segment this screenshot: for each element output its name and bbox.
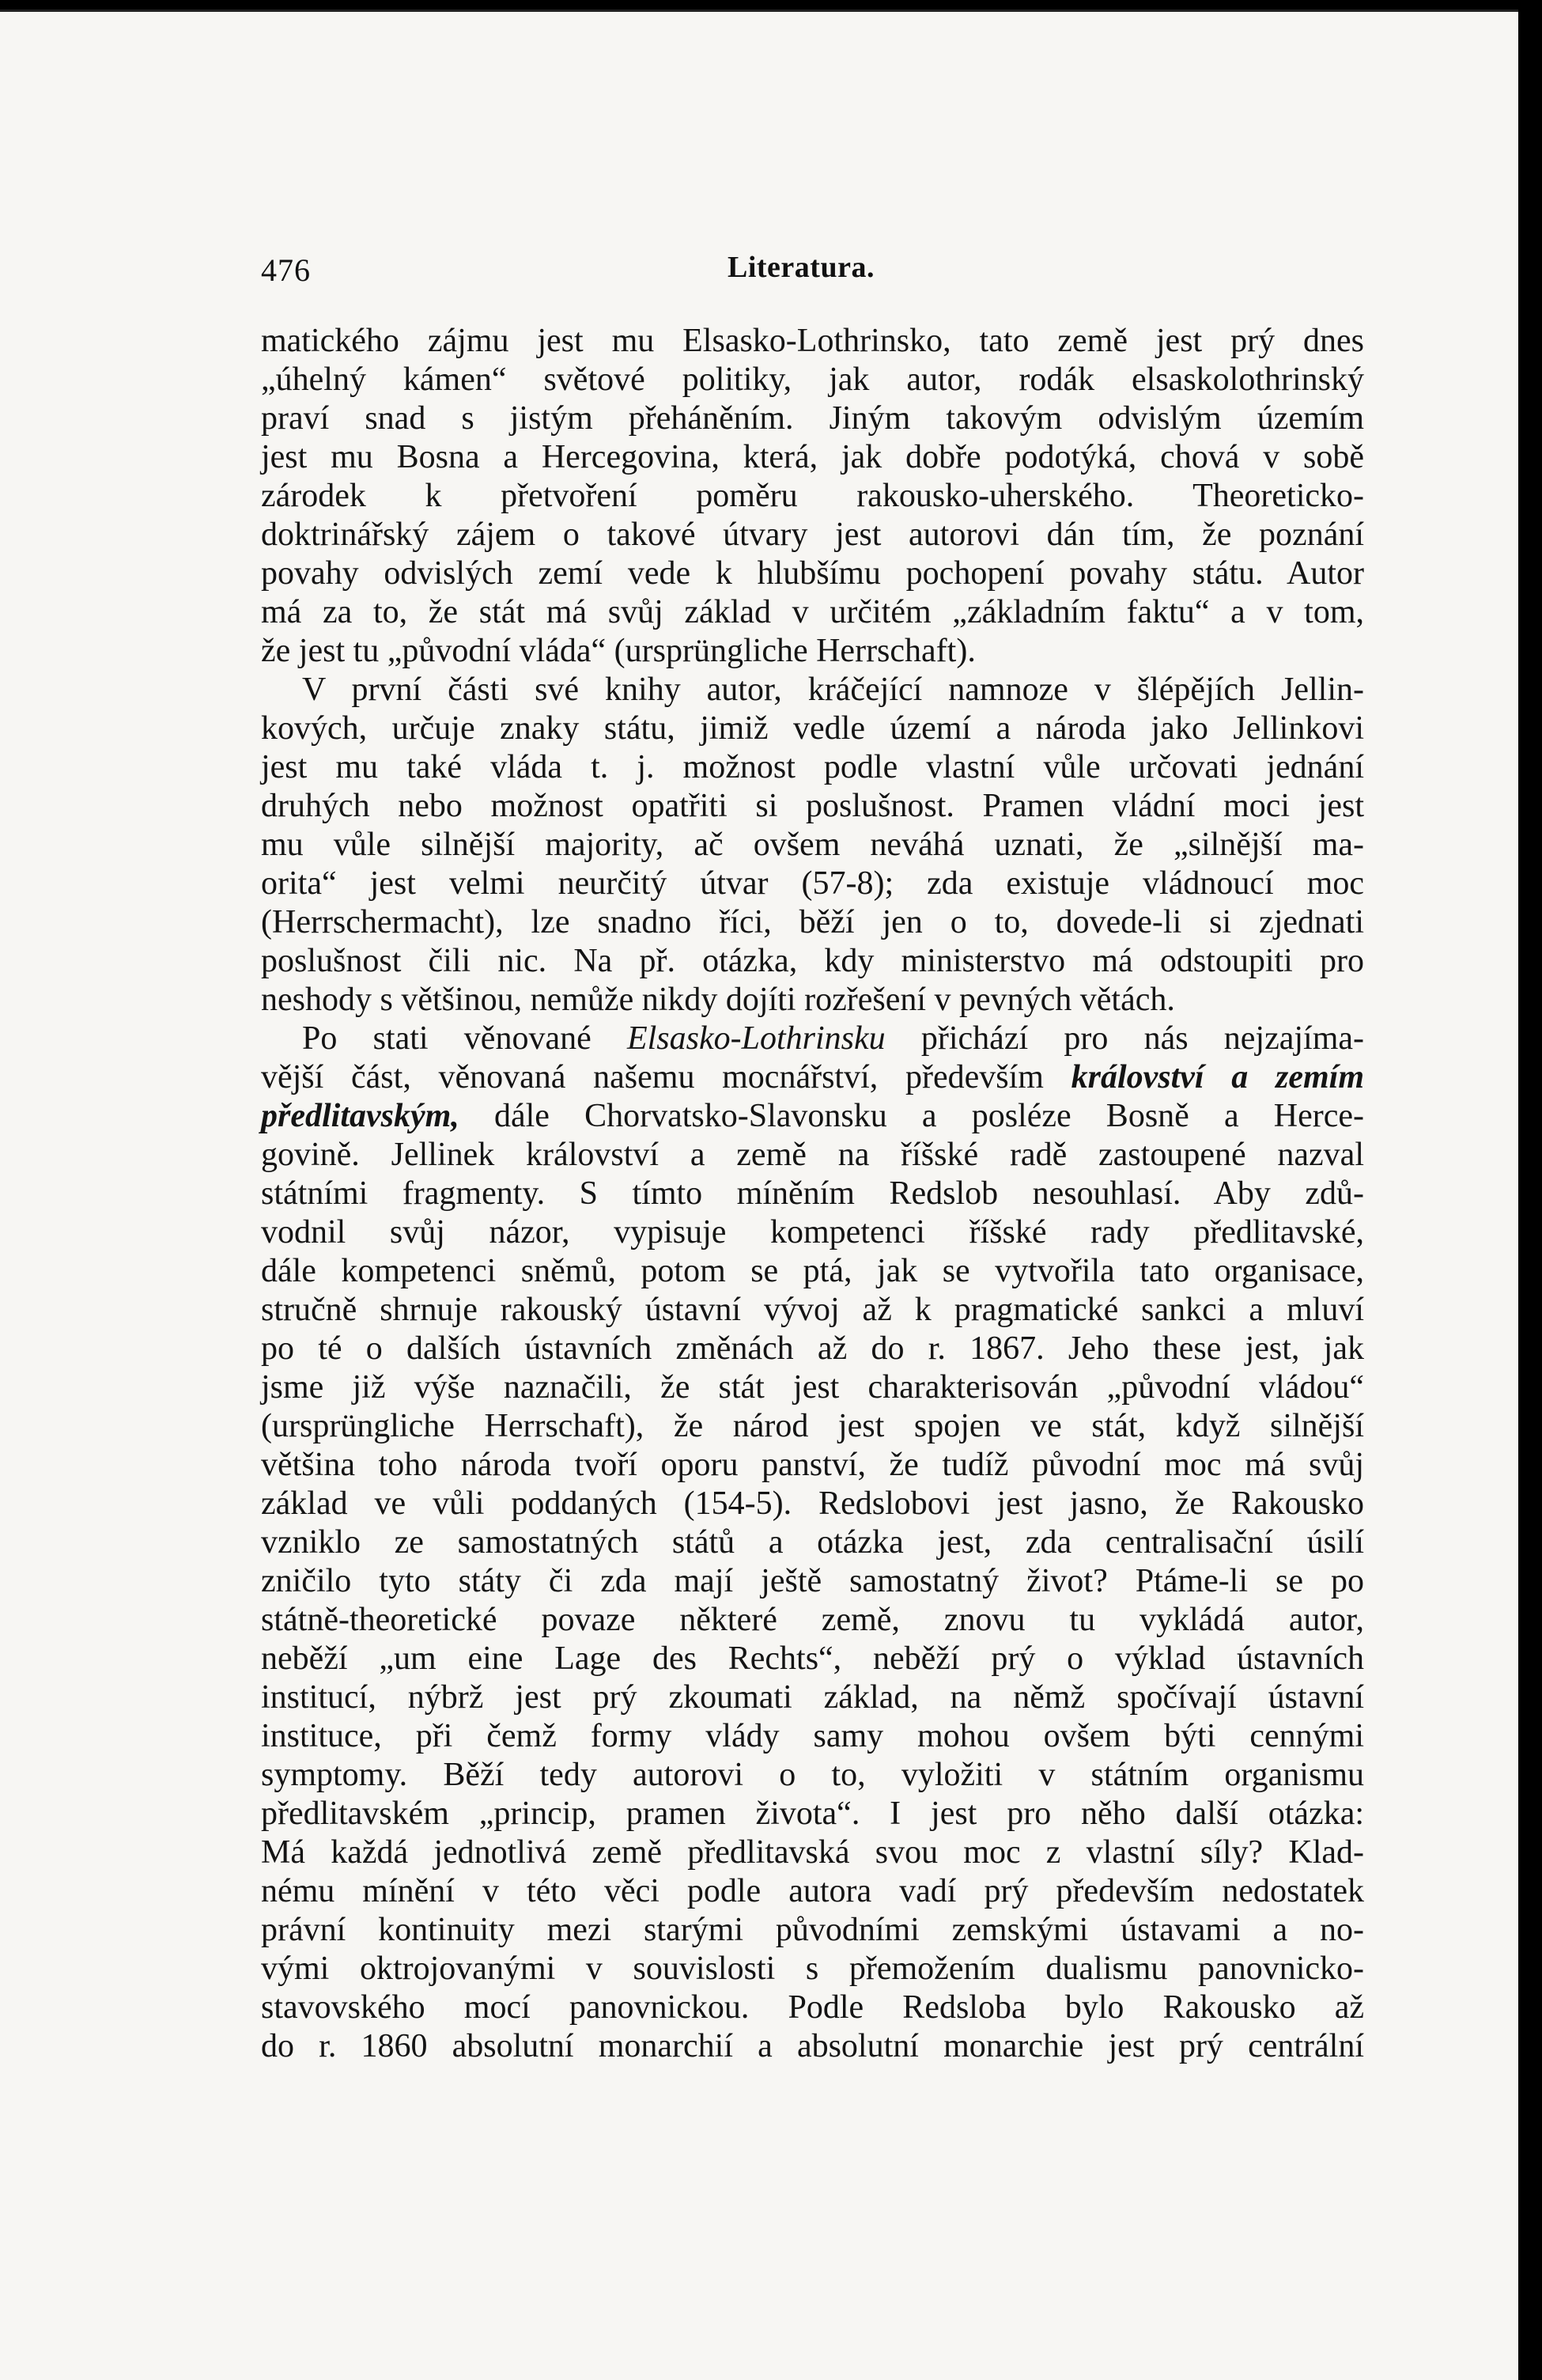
text-line: jsme již výše naznačili, že stát jest charakterisován „původní vládou“	[261, 1369, 1364, 1406]
top-rule	[0, 9, 1518, 12]
text-line: dále kompetenci sněmů, potom se ptá, jak se vytvořila tato organisace,	[261, 1253, 1364, 1289]
text-line: (Herrschermacht), lze snadno říci, běží jen o to, dovede-li si zjednati	[261, 904, 1364, 940]
text-segment: přichází pro nás nejzajíma-	[920, 1020, 1365, 1057]
running-title: Literatura.	[728, 251, 875, 284]
emphasis-kralovstvim-a-zemim: království a zemím	[1071, 1059, 1364, 1095]
text-line: neshody s většinou, nemůže nikdy dojíti rozřešení v pevných větách.	[261, 982, 1175, 1018]
text-line: symptomy. Běží tedy autorovi o to, vyložiti v státním organismu	[261, 1757, 1364, 1793]
book-page	[0, 9, 1518, 2380]
text-line	[261, 1058, 1364, 1097]
text-line: že jest tu „původní vláda“ (ursprüngliche Herrschaft).	[261, 633, 976, 669]
text-line: kových, určuje znaky státu, jimiž vedle území a národa jako Jellinkovi	[261, 710, 1364, 747]
text-line: stavovského mocí panovnickou. Podle Redsloba bylo Rakousko až	[261, 1989, 1364, 2026]
text-line: zničilo tyto státy či zda mají ještě samostatný život? Ptáme-li se po	[261, 1563, 1364, 1599]
text-line: státními fragmenty. S tímto míněním Redslob nesouhlasí. Aby zdů-	[261, 1175, 1364, 1212]
text-line: govině. Jellinek království a země na říšské radě zastoupené nazval	[261, 1137, 1364, 1173]
text-line: praví snad s jistým přeháněním. Jiným takovým odvislým územím	[261, 400, 1364, 437]
text-line: většina toho národa tvoří oporu panství, že tudíž původní moc má svůj	[261, 1447, 1364, 1483]
text-segment: vější část, věnovaná našemu mocnářství, především	[261, 1059, 1044, 1095]
text-line: doktrinářský zájem o takové útvary jest autorovi dán tím, že poznání	[261, 516, 1364, 553]
text-line: instituce, při čemž formy vlády samy mohou ovšem býti cennými	[261, 1718, 1364, 1754]
emphasis-predlitavskym: předlitavským,	[261, 1098, 459, 1134]
text-line: právní kontinuity mezi starými původními zemskými ústavami a no-	[261, 1912, 1364, 1948]
text-line: stručně shrnuje rakouský ústavní vývoj až k pragmatické sankci a mluví	[261, 1292, 1364, 1328]
text-line: matického zájmu jest mu Elsasko-Lothrinsko, tato země jest prý dnes	[261, 323, 1364, 359]
italic-term-elsasko-lothrinsku: Elsasko-Lothrinsku	[626, 1020, 886, 1057]
text-line: má za to, že stát má svůj základ v určitém „základním faktu“ a v tom,	[261, 594, 1364, 630]
text-segment: Po stati věnované	[302, 1020, 591, 1057]
text-line: vodnil svůj názor, vypisuje kompetenci říšské rady předlitavské,	[261, 1214, 1364, 1251]
text-line: orita“ jest velmi neurčitý útvar (57-8); zda existuje vládnoucí moc	[261, 865, 1364, 902]
text-line: vými oktrojovanými v souvislosti s přemožením dualismu panovnicko-	[261, 1951, 1364, 1987]
text-line: státně-theoretické povaze některé země, znovu tu vykládá autor,	[261, 1602, 1364, 1638]
text-line: mu vůle silnější majority, ač ovšem neváhá uznati, že „silnější ma-	[261, 827, 1364, 863]
text-line: jest mu také vláda t. j. možnost podle vlastní vůle určovati jednání	[261, 749, 1364, 785]
text-segment: dále Chorvatsko-Slavonsku a posléze Bosně a Herce-	[493, 1098, 1365, 1134]
text-line: institucí, nýbrž jest prý zkoumati základ, na němž spočívají ústavní	[261, 1679, 1364, 1716]
text-line: vzniklo ze samostatných států a otázka jest, zda centralisační úsilí	[261, 1524, 1364, 1561]
text-line: nému mínění v této věci podle autora vadí prý především nedostatek	[261, 1873, 1364, 1909]
page-header	[261, 247, 1368, 294]
scan-right-border	[1518, 0, 1542, 2380]
text-line: zárodek k přetvoření poměru rakousko-uherského. Theoreticko-	[261, 478, 1364, 514]
text-line: poslušnost čili nic. Na př. otázka, kdy ministerstvo má odstoupiti pro	[261, 943, 1364, 979]
text-line: předlitavském „princip, pramen života“. I jest pro něho další otázka:	[261, 1795, 1364, 1832]
text-line: po té o dalších ústavních změnách až do r. 1867. Jeho these jest, jak	[261, 1330, 1364, 1367]
page-number: 476	[261, 252, 311, 288]
body-text	[261, 322, 1364, 2066]
text-line: do r. 1860 absolutní monarchií a absolutní monarchie jest prý centrální	[261, 2028, 1364, 2064]
text-line: V první části své knihy autor, kráčející namnoze v šlépějích Jellin-	[302, 672, 1364, 708]
text-line	[261, 1020, 1364, 1058]
text-line: povahy odvislých zemí vede k hlubšímu pochopení povahy státu. Autor	[261, 555, 1364, 592]
text-line: Má každá jednotlivá země předlitavská svou moc z vlastní síly? Klad-	[261, 1834, 1364, 1871]
text-line: základ ve vůli poddaných (154-5). Redslobovi jest jasno, že Rakousko	[261, 1485, 1364, 1522]
text-line: neběží „um eine Lage des Rechts“, neběží prý o výklad ústavních	[261, 1640, 1364, 1677]
text-line	[261, 1097, 1364, 1136]
text-line: (ursprüngliche Herrschaft), že národ jest spojen ve stát, když silnější	[261, 1408, 1364, 1444]
text-line: jest mu Bosna a Hercegovina, která, jak dobře podotýká, chová v sobě	[261, 439, 1364, 475]
text-line: „úhelný kámen“ světové politiky, jak autor, rodák elsaskolothrinský	[261, 361, 1364, 398]
text-line: druhých nebo možnost opatřiti si poslušnost. Pramen vládní moci jest	[261, 788, 1364, 824]
